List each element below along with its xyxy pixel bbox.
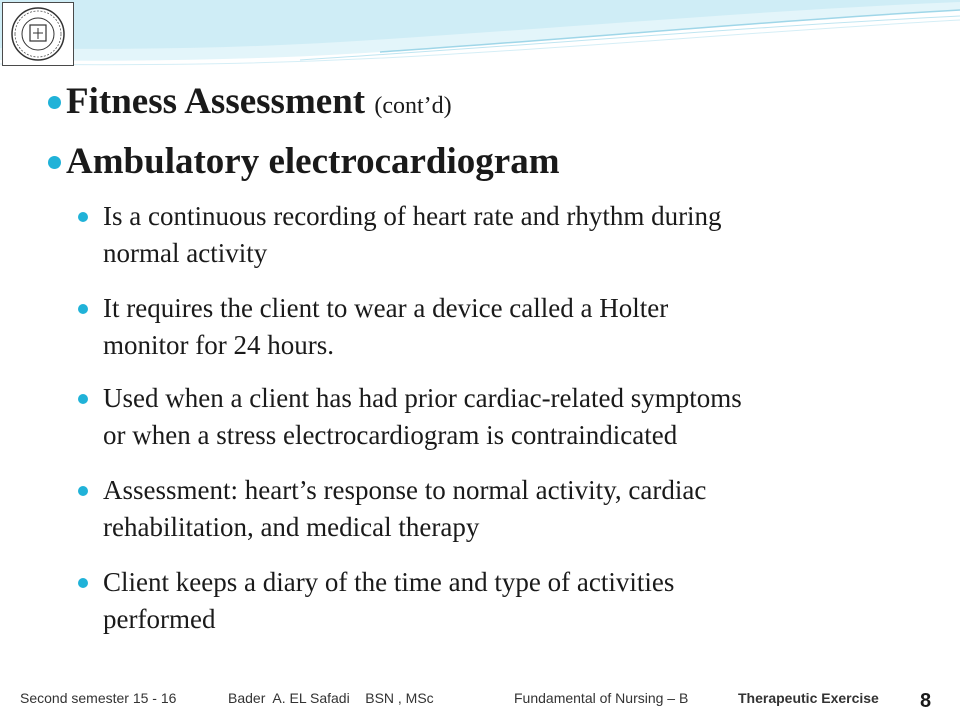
- slide-subheading: Ambulatory electrocardiogram: [66, 141, 560, 182]
- footer-semester: Second semester 15 - 16: [20, 690, 177, 706]
- bullet-dot-icon: [48, 156, 61, 169]
- footer-author: Bader A. EL Safadi BSN , MSc: [228, 690, 434, 706]
- heading-title: Fitness Assessment: [66, 81, 366, 122]
- list-item-text: Is a continuous recording of heart rate and rhythm during normal activity: [103, 201, 722, 268]
- list-item-text: Used when a client has had prior cardiac-related symptoms or when a stress electrocardiogram is contraindicated: [103, 383, 742, 450]
- bullet-dot-icon: [78, 394, 88, 404]
- list-item-text: Client keeps a diary of the time and type of activities performed: [103, 567, 675, 634]
- footer-topic: Therapeutic Exercise: [738, 690, 879, 706]
- bullet-dot-icon: [78, 486, 88, 496]
- bullet-dot-icon: [48, 96, 61, 109]
- slide-heading: [66, 80, 452, 128]
- list-item-text: It requires the client to wear a device called a Holter monitor for 24 hours.: [103, 293, 669, 360]
- slide-number: 8: [920, 690, 932, 712]
- bullet-dot-icon: [78, 212, 88, 222]
- bullet-dot-icon: [78, 304, 88, 314]
- bullet-dot-icon: [78, 578, 88, 588]
- list-item-text: Assessment: heart’s response to normal activity, cardiac rehabilitation, and medical therapy: [103, 475, 707, 542]
- heading-suffix: (cont’d): [374, 93, 452, 119]
- footer-course: Fundamental of Nursing – B: [514, 690, 689, 706]
